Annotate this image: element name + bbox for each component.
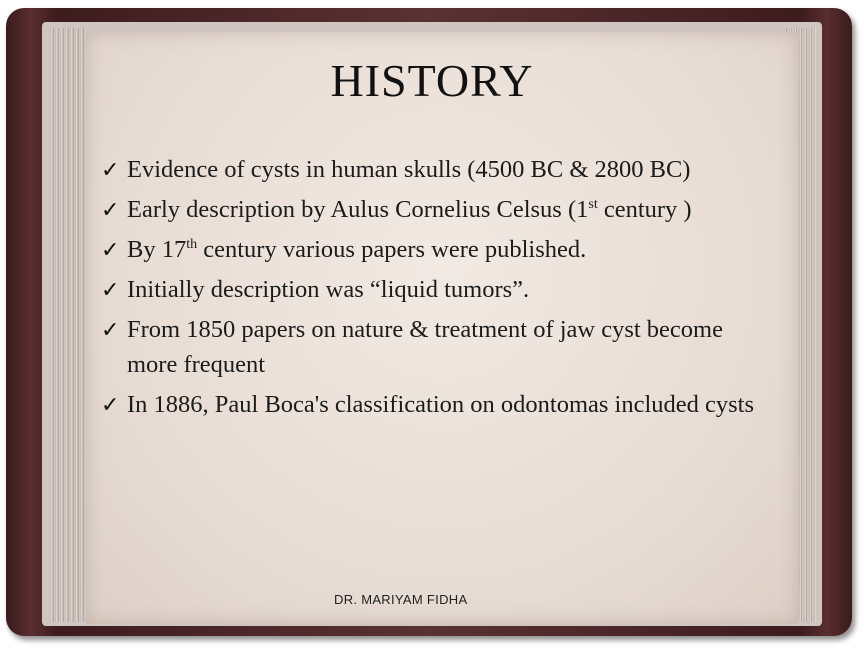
page-edges-left [50, 28, 84, 622]
bullet-text: Early description by Aulus Cornelius Celsus (1 [127, 196, 589, 223]
bullet-text: By 17 [127, 236, 187, 263]
check-mark-icon: ✓ [101, 157, 120, 182]
check-mark-icon: ✓ [101, 317, 120, 342]
bullet-text: In 1886, Paul Boca's classification on odontomas included cysts [127, 391, 755, 418]
bullet-text: Initially description was “liquid tumors”. [127, 276, 530, 303]
bullet-item [101, 272, 801, 307]
bullet-text: century various papers were published. [197, 236, 587, 263]
bullet-list [101, 152, 801, 427]
check-mark-icon: ✓ [101, 237, 120, 262]
superscript: th [186, 237, 198, 252]
slide-title: HISTORY [330, 55, 534, 106]
bullet-text: From 1850 papers on nature & treatment of jaw cyst become more frequent [127, 316, 723, 378]
bullet-item [101, 152, 801, 187]
bullet-item [101, 232, 801, 267]
bullet-item [101, 387, 801, 422]
bullet-item [101, 192, 801, 227]
bullet-text: Evidence of cysts in human skulls (4500 BC & 2800 BC) [127, 156, 691, 183]
check-mark-icon: ✓ [101, 277, 120, 302]
bullet-text: century ) [597, 196, 692, 223]
check-mark-icon: ✓ [101, 392, 120, 417]
superscript: st [588, 197, 598, 212]
check-mark-icon: ✓ [101, 197, 120, 222]
bullet-item [101, 312, 801, 382]
footer-author: DR. MARIYAM FIDHA [334, 592, 468, 607]
